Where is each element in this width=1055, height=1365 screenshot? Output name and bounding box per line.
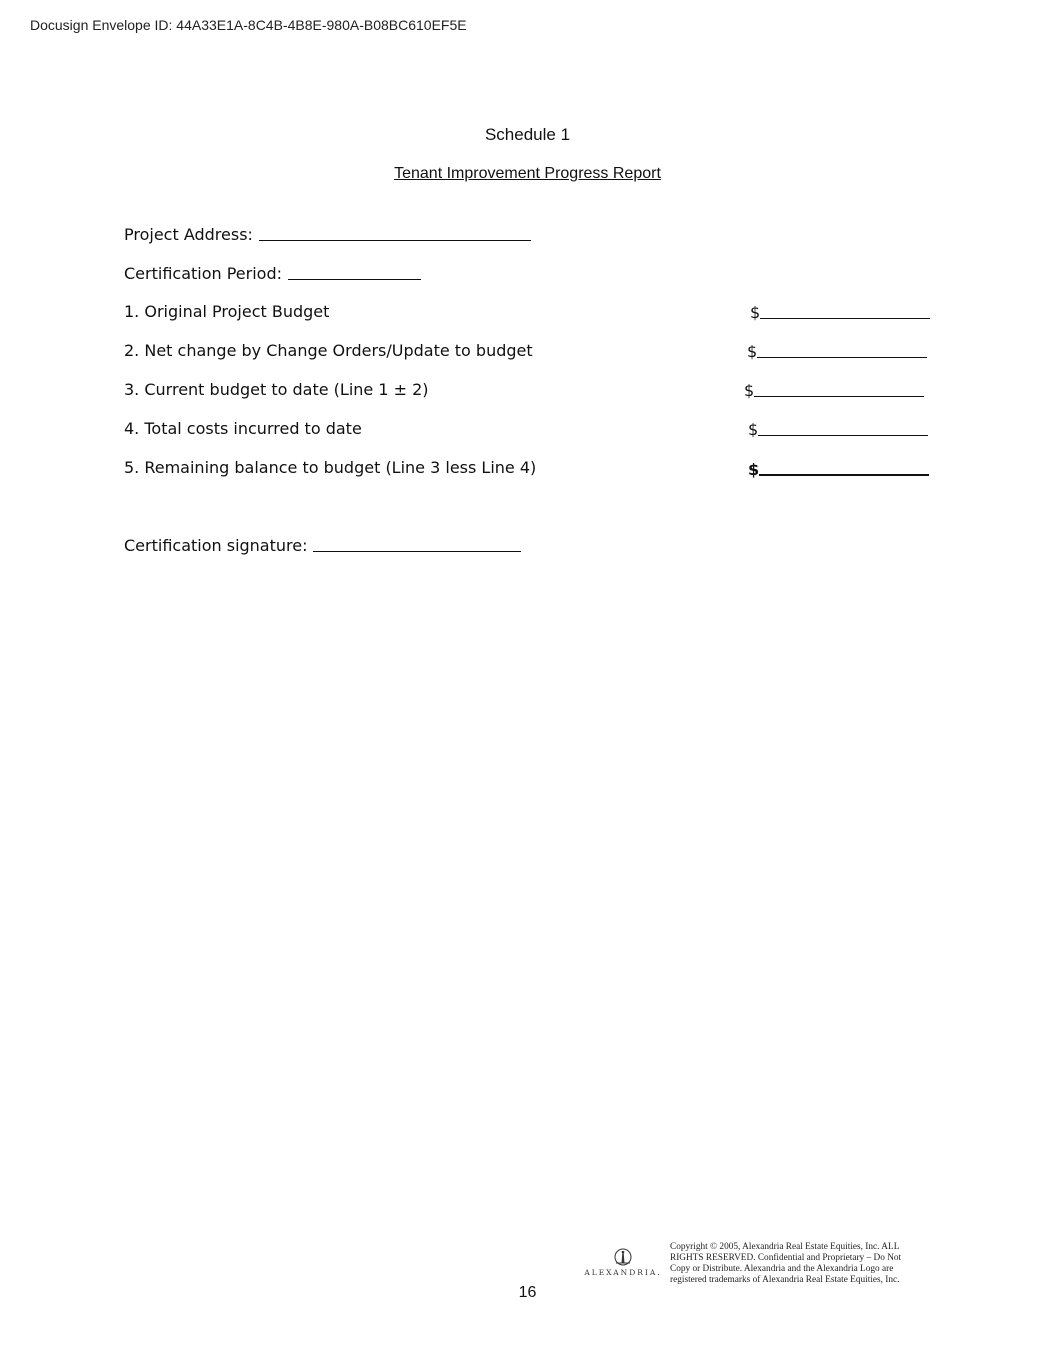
currency-symbol: $ bbox=[750, 303, 761, 322]
budget-line-amount bbox=[748, 458, 929, 479]
copyright-notice: Copyright © 2005, Alexandria Real Estate Equities, Inc. ALL RIGHTS RESERVED. Confidential and Proprietary – Do Not Copy or Distribute. Alexandria and the Alexandria Logo are registered trademarks of Alexandria Real Estate Equities, Inc. bbox=[670, 1242, 902, 1285]
currency-symbol: $ bbox=[748, 420, 759, 439]
amount-blank bbox=[754, 380, 924, 397]
page-number: 16 bbox=[518, 1284, 537, 1301]
currency-symbol: $ bbox=[748, 460, 760, 479]
amount-blank bbox=[760, 302, 930, 319]
certification-period-blank bbox=[288, 263, 421, 280]
currency-symbol: $ bbox=[747, 342, 758, 361]
budget-line-label: 1. Original Project Budget bbox=[124, 302, 330, 321]
budget-line-label: 4. Total costs incurred to date bbox=[124, 419, 362, 438]
budget-line-label: 5. Remaining balance to budget (Line 3 less Line 4) bbox=[124, 458, 537, 477]
certification-period-label: Certification Period: bbox=[124, 264, 283, 283]
certification-period-field bbox=[124, 263, 421, 283]
certification-signature-blank bbox=[313, 535, 521, 552]
alexandria-logo bbox=[582, 1248, 664, 1277]
certification-signature-label: Certification signature: bbox=[124, 536, 308, 555]
budget-line-label: 2. Net change by Change Orders/Update to budget bbox=[124, 341, 533, 360]
budget-line-amount bbox=[748, 419, 928, 439]
budget-line-label: 3. Current budget to date (Line 1 ± 2) bbox=[124, 380, 429, 399]
budget-line-amount bbox=[744, 380, 924, 400]
project-address-blank bbox=[259, 224, 531, 241]
schedule-title: Schedule 1 bbox=[484, 125, 571, 144]
budget-line-amount bbox=[747, 341, 927, 361]
report-title: Tenant Improvement Progress Report bbox=[394, 165, 661, 182]
amount-blank bbox=[759, 458, 929, 476]
budget-line-amount bbox=[750, 302, 930, 322]
project-address-label: Project Address: bbox=[124, 225, 253, 244]
logo-wordmark: ALEXANDRIA. bbox=[584, 1268, 662, 1277]
amount-blank bbox=[757, 341, 927, 358]
certification-signature-field bbox=[124, 535, 521, 555]
project-address-field bbox=[124, 224, 531, 244]
lighthouse-icon bbox=[611, 1248, 635, 1266]
amount-blank bbox=[758, 419, 928, 436]
envelope-id: Docusign Envelope ID: 44A33E1A-8C4B-4B8E-980A-B08BC610EF5E bbox=[30, 17, 467, 33]
currency-symbol: $ bbox=[744, 381, 755, 400]
